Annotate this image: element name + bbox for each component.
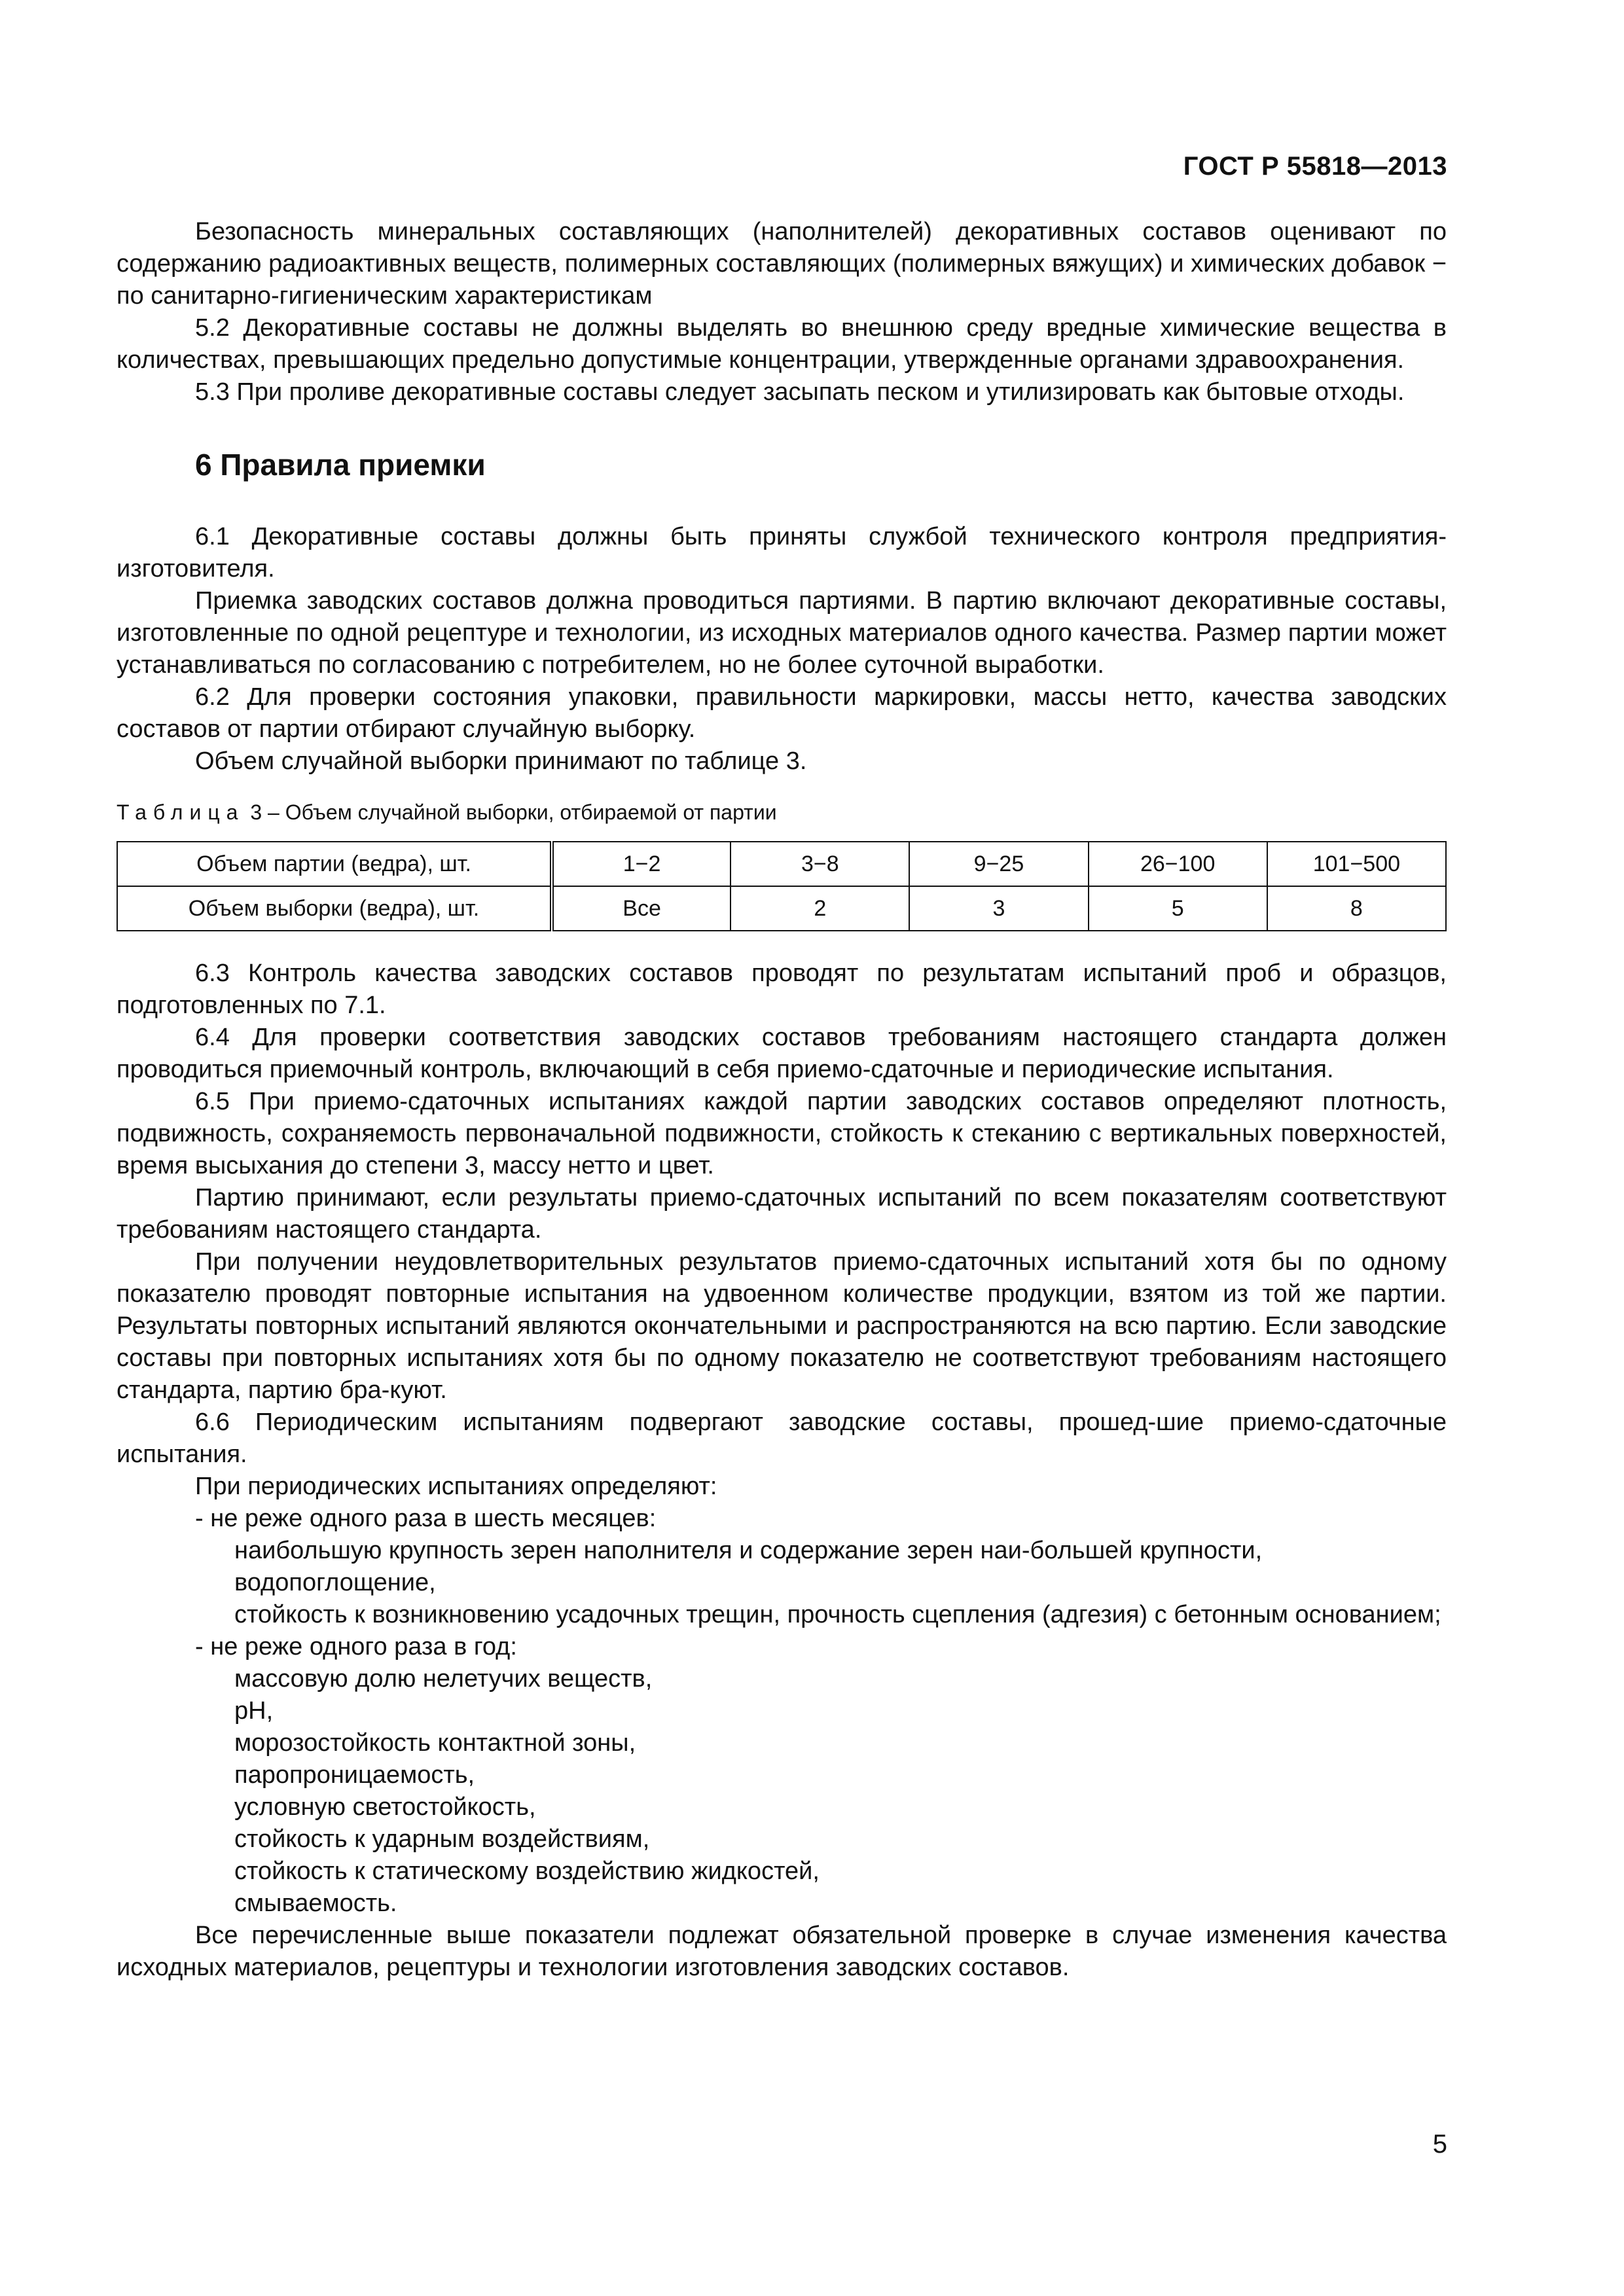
- list-yearly-intro: - не реже одного раза в год:: [195, 1633, 517, 1660]
- table-row: [117, 842, 1446, 886]
- paragraph-repeat-tests: При получении неудовлетворительных результатов приемо-сдаточных испытаний хотя бы по одному показателю проводят повторные испытания на удвоенном количестве продукции, взятом из той же партии. Результаты повторных испытаний являются окончательными и распространяются на всю партию. Если заводские составы при повторных испытаниях хотя бы по одному показателю не соответствуют требованиям настоящего стандарта, партию бра-куют.: [117, 1248, 1447, 1404]
- table-row-label: Объем выборки (ведра), шт.: [117, 886, 552, 931]
- paragraph-5-3: 5.3 При проливе декоративные составы следует засыпать песком и утилизировать как бытовые отходы.: [195, 378, 1405, 406]
- list-item: морозостойкость контактной зоны,: [234, 1729, 636, 1757]
- section-6-title: 6 Правила приемки: [195, 448, 486, 482]
- list-item: наибольшую крупность зерен наполнителя и содержание зерен наи-большей крупности,: [234, 1537, 1263, 1564]
- table-row-label: Объем партии (ведра), шт.: [117, 842, 552, 886]
- list-item: pH,: [234, 1697, 274, 1725]
- table-3-caption: [117, 799, 1447, 825]
- paragraph-mineral-safety: Безопасность минеральных составляющих (наполнителей) декоративных составов оценивают по содержанию радиоактивных веществ, полимерных составляющих (полимерных вяжущих) и химических добавок − по санитарно-гигиеническим характеристикам: [117, 218, 1447, 310]
- page-content: [117, 216, 1447, 1984]
- list-item: условную светостойкость,: [234, 1793, 536, 1821]
- paragraph-5-2: 5.2 Декоративные составы не должны выделять во внешнюю среду вредные химические вещества в количествах, превышающих предельно допустимые концентрации, утвержденные органами здравоохранения.: [117, 314, 1447, 374]
- table-cell: 8: [1267, 886, 1446, 931]
- paragraph-6-4: 6.4 Для проверки соответствия заводских составов требованиям настоящего стандарта должен проводиться приемочный контроль, включающий в себя приемо-сдаточные и периодические испытания.: [117, 1024, 1447, 1083]
- table-cell: 5: [1089, 886, 1267, 931]
- paragraph-final: Все перечисленные выше показатели подлежат обязательной проверке в случае изменения качества исходных материалов, рецептуры и технологии изготовления заводских составов.: [117, 1922, 1447, 1981]
- table-cell: 9−25: [909, 842, 1088, 886]
- paragraph-sample-volume: Объем случайной выборки принимают по таблице 3.: [195, 747, 807, 775]
- list-item: массовую долю нелетучих веществ,: [234, 1665, 653, 1693]
- paragraph-6-3: 6.3 Контроль качества заводских составов проводят по результатам испытаний проб и образцов, подготовленных по 7.1.: [117, 960, 1447, 1019]
- paragraph-6-1: 6.1 Декоративные составы должны быть приняты службой технического контроля предприятия-изготовителя.: [117, 523, 1447, 583]
- table-cell: 1−2: [552, 842, 731, 886]
- paragraph-6-5: 6.5 При приемо-сдаточных испытаниях каждой партии заводских составов определяют плотность, подвижность, сохраняемость первоначальной подвижности, стойкость к стеканию с вертикальных поверхностей, время высыхания до степени 3, массу нетто и цвет.: [117, 1088, 1447, 1179]
- table-3: [117, 841, 1447, 931]
- standard-designation: ГОСТ Р 55818—2013: [1183, 152, 1447, 181]
- table-row: [117, 886, 1446, 931]
- table-cell: 101−500: [1267, 842, 1446, 886]
- list-item: водопоглощение,: [234, 1569, 436, 1596]
- table-caption-word: Таблица: [117, 800, 245, 824]
- list-six-months-intro: - не реже одного раза в шесть месяцев:: [195, 1505, 657, 1532]
- list-item-wrapped: стойкость к возникновению усадочных трещин, прочность сцепления (адгезия) с бетонным основанием;: [234, 1601, 1441, 1628]
- table-caption-text: 3 – Объем случайной выборки, отбираемой от партии: [244, 800, 777, 824]
- list-item: смываемость.: [234, 1890, 397, 1917]
- table-cell: 26−100: [1089, 842, 1267, 886]
- table-cell: Все: [552, 886, 731, 931]
- table-cell: 3: [909, 886, 1088, 931]
- paragraph-6-6: 6.6 Периодическим испытаниям подвергают заводские составы, прошед-шие приемо-сдаточные испытания.: [117, 1408, 1447, 1468]
- paragraph-batch-accepted: Партию принимают, если результаты приемо-сдаточных испытаний по всем показателям соответствуют требованиям настоящего стандарта.: [117, 1184, 1447, 1244]
- table-cell: 3−8: [731, 842, 909, 886]
- list-item: стойкость к ударным воздействиям,: [234, 1825, 650, 1853]
- paragraph-6-2: 6.2 Для проверки состояния упаковки, правильности маркировки, массы нетто, качества заводских составов от партии отбирают случайную выборку.: [117, 683, 1447, 743]
- paragraph-batch-acceptance: Приемка заводских составов должна проводиться партиями. В партию включают декоративные составы, изготовленные по одной рецептуре и технологии, из исходных материалов одного качества. Размер партии может устанавливаться по согласованию с потребителем, но не более суточной выработки.: [117, 587, 1447, 679]
- list-item: паропроницаемость,: [234, 1761, 475, 1789]
- page-number: 5: [1432, 2130, 1447, 2159]
- table-cell: 2: [731, 886, 909, 931]
- list-item: стойкость к статическому воздействию жидкостей,: [234, 1857, 820, 1885]
- paragraph-periodic-intro: При периодических испытаниях определяют:: [195, 1473, 717, 1500]
